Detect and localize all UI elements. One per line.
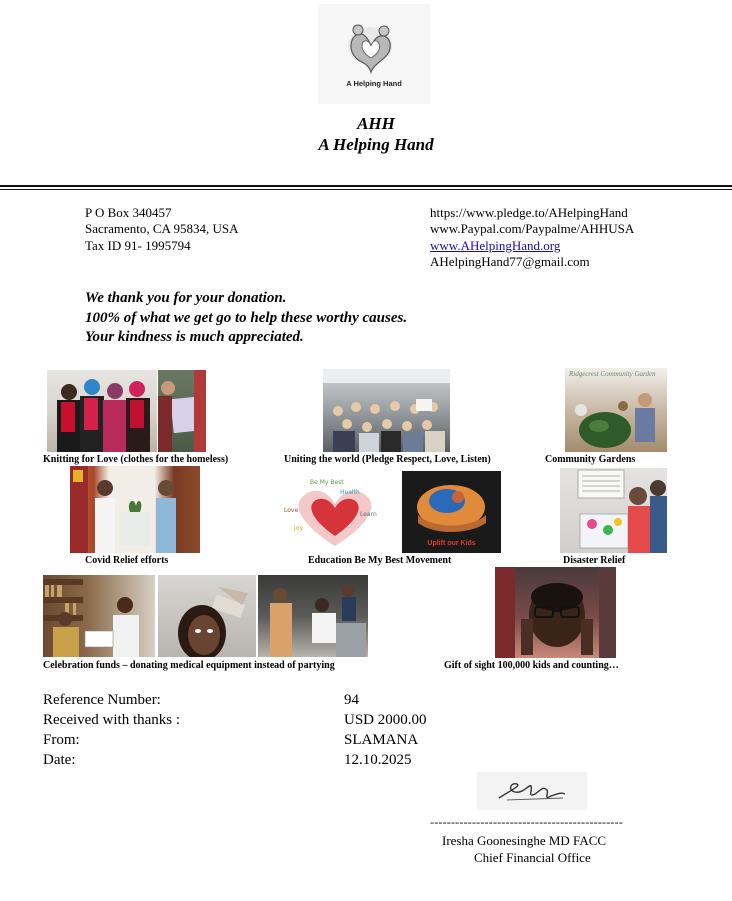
svg-text:Be My Best: Be My Best <box>310 479 344 486</box>
svg-text:Love: Love <box>284 507 299 514</box>
online-contacts <box>430 205 634 270</box>
thanks-line-2: 100% of what we get go to help these worthy causes. <box>85 309 408 326</box>
knitting-group-illustration <box>47 370 157 452</box>
thank-you-message <box>85 289 407 348</box>
website-link[interactable]: www.AHelpingHand.org <box>430 237 561 253</box>
caption-sight: Gift of sight 100,000 kids and counting… <box>444 660 619 671</box>
caption-education: Education Be My Best Movement <box>308 555 452 566</box>
tax-id: Tax ID 91- 1995794 <box>85 237 191 253</box>
org-name: A Helping Hand <box>318 135 434 154</box>
svg-text:Health: Health <box>340 489 360 496</box>
received-amount-value: USD 2000.00 <box>344 712 427 728</box>
uniting-world-photo <box>323 369 450 452</box>
uplift-kids-text: Uplift our Kids <box>427 540 476 547</box>
caption-uniting: Uniting the world (Pledge Respect, Love, Listen) <box>284 454 491 465</box>
knitting-group-photo <box>47 370 157 452</box>
celebration-photo-2 <box>158 575 256 657</box>
postal-address <box>85 205 238 254</box>
signature-line: ---------------------------------------------- <box>430 815 624 829</box>
education-word-cloud <box>280 472 390 552</box>
caption-gardens: Community Gardens <box>545 454 636 465</box>
thanks-line-1: We thank you for your donation. <box>85 290 287 306</box>
date-label: Date: <box>43 752 76 768</box>
signature-scribble-icon <box>477 772 587 810</box>
garden-sign-text: Ridgecrest Community Garden <box>569 370 656 378</box>
organization-logo <box>318 4 430 104</box>
reference-number-value: 94 <box>344 692 359 708</box>
knitting-sign-photo <box>158 370 206 452</box>
city-state: Sacramento, CA 95834, USA <box>85 221 239 237</box>
org-acronym: AHH <box>357 114 395 133</box>
reference-number-label: Reference Number: <box>43 692 161 708</box>
celebration-photo-1 <box>43 575 155 657</box>
svg-text:Joy: Joy <box>294 525 303 532</box>
header-divider <box>0 185 732 187</box>
svg-text:Learn: Learn <box>360 511 377 518</box>
thanks-line-3: Your kindness is much appreciated. <box>85 329 304 345</box>
date-value: 12.10.2025 <box>344 752 412 768</box>
signer-title: Chief Financial Office <box>474 850 591 865</box>
heart-hands-icon <box>318 4 430 79</box>
header-divider-thin <box>0 189 732 190</box>
logo-text: A Helping Hand <box>346 79 402 88</box>
received-label: Received with thanks : <box>43 712 181 728</box>
caption-covid: Covid Relief efforts <box>85 555 169 566</box>
caption-knitting: Knitting for Love (clothes for the homeless) <box>43 454 229 465</box>
paypal-url: www.Paypal.com/Paypalme/AHHUSA <box>430 221 635 237</box>
from-value: SLAMANA <box>344 732 419 748</box>
disaster-relief-photo <box>560 468 667 553</box>
pledge-url: https://www.pledge.to/AHelpingHand <box>430 205 628 220</box>
community-garden-photo <box>565 368 667 452</box>
from-label: From: <box>43 732 80 748</box>
uplift-kids-photo <box>402 471 501 553</box>
celebration-photo-3 <box>258 575 368 657</box>
po-box: P O Box 340457 <box>85 205 172 220</box>
receipt-values <box>344 690 427 770</box>
covid-relief-photo <box>70 466 200 553</box>
caption-disaster: Disaster Relief <box>563 555 626 566</box>
email-address: AHelpingHand77@gmail.com <box>430 253 590 269</box>
receipt-labels <box>43 690 180 770</box>
signer-name: Iresha Goonesinghe MD FACC <box>442 833 607 848</box>
handwritten-signature <box>477 772 587 810</box>
gift-of-sight-photo <box>495 567 616 658</box>
caption-celebration: Celebration funds – donating medical equipment instead of partying <box>43 660 335 671</box>
